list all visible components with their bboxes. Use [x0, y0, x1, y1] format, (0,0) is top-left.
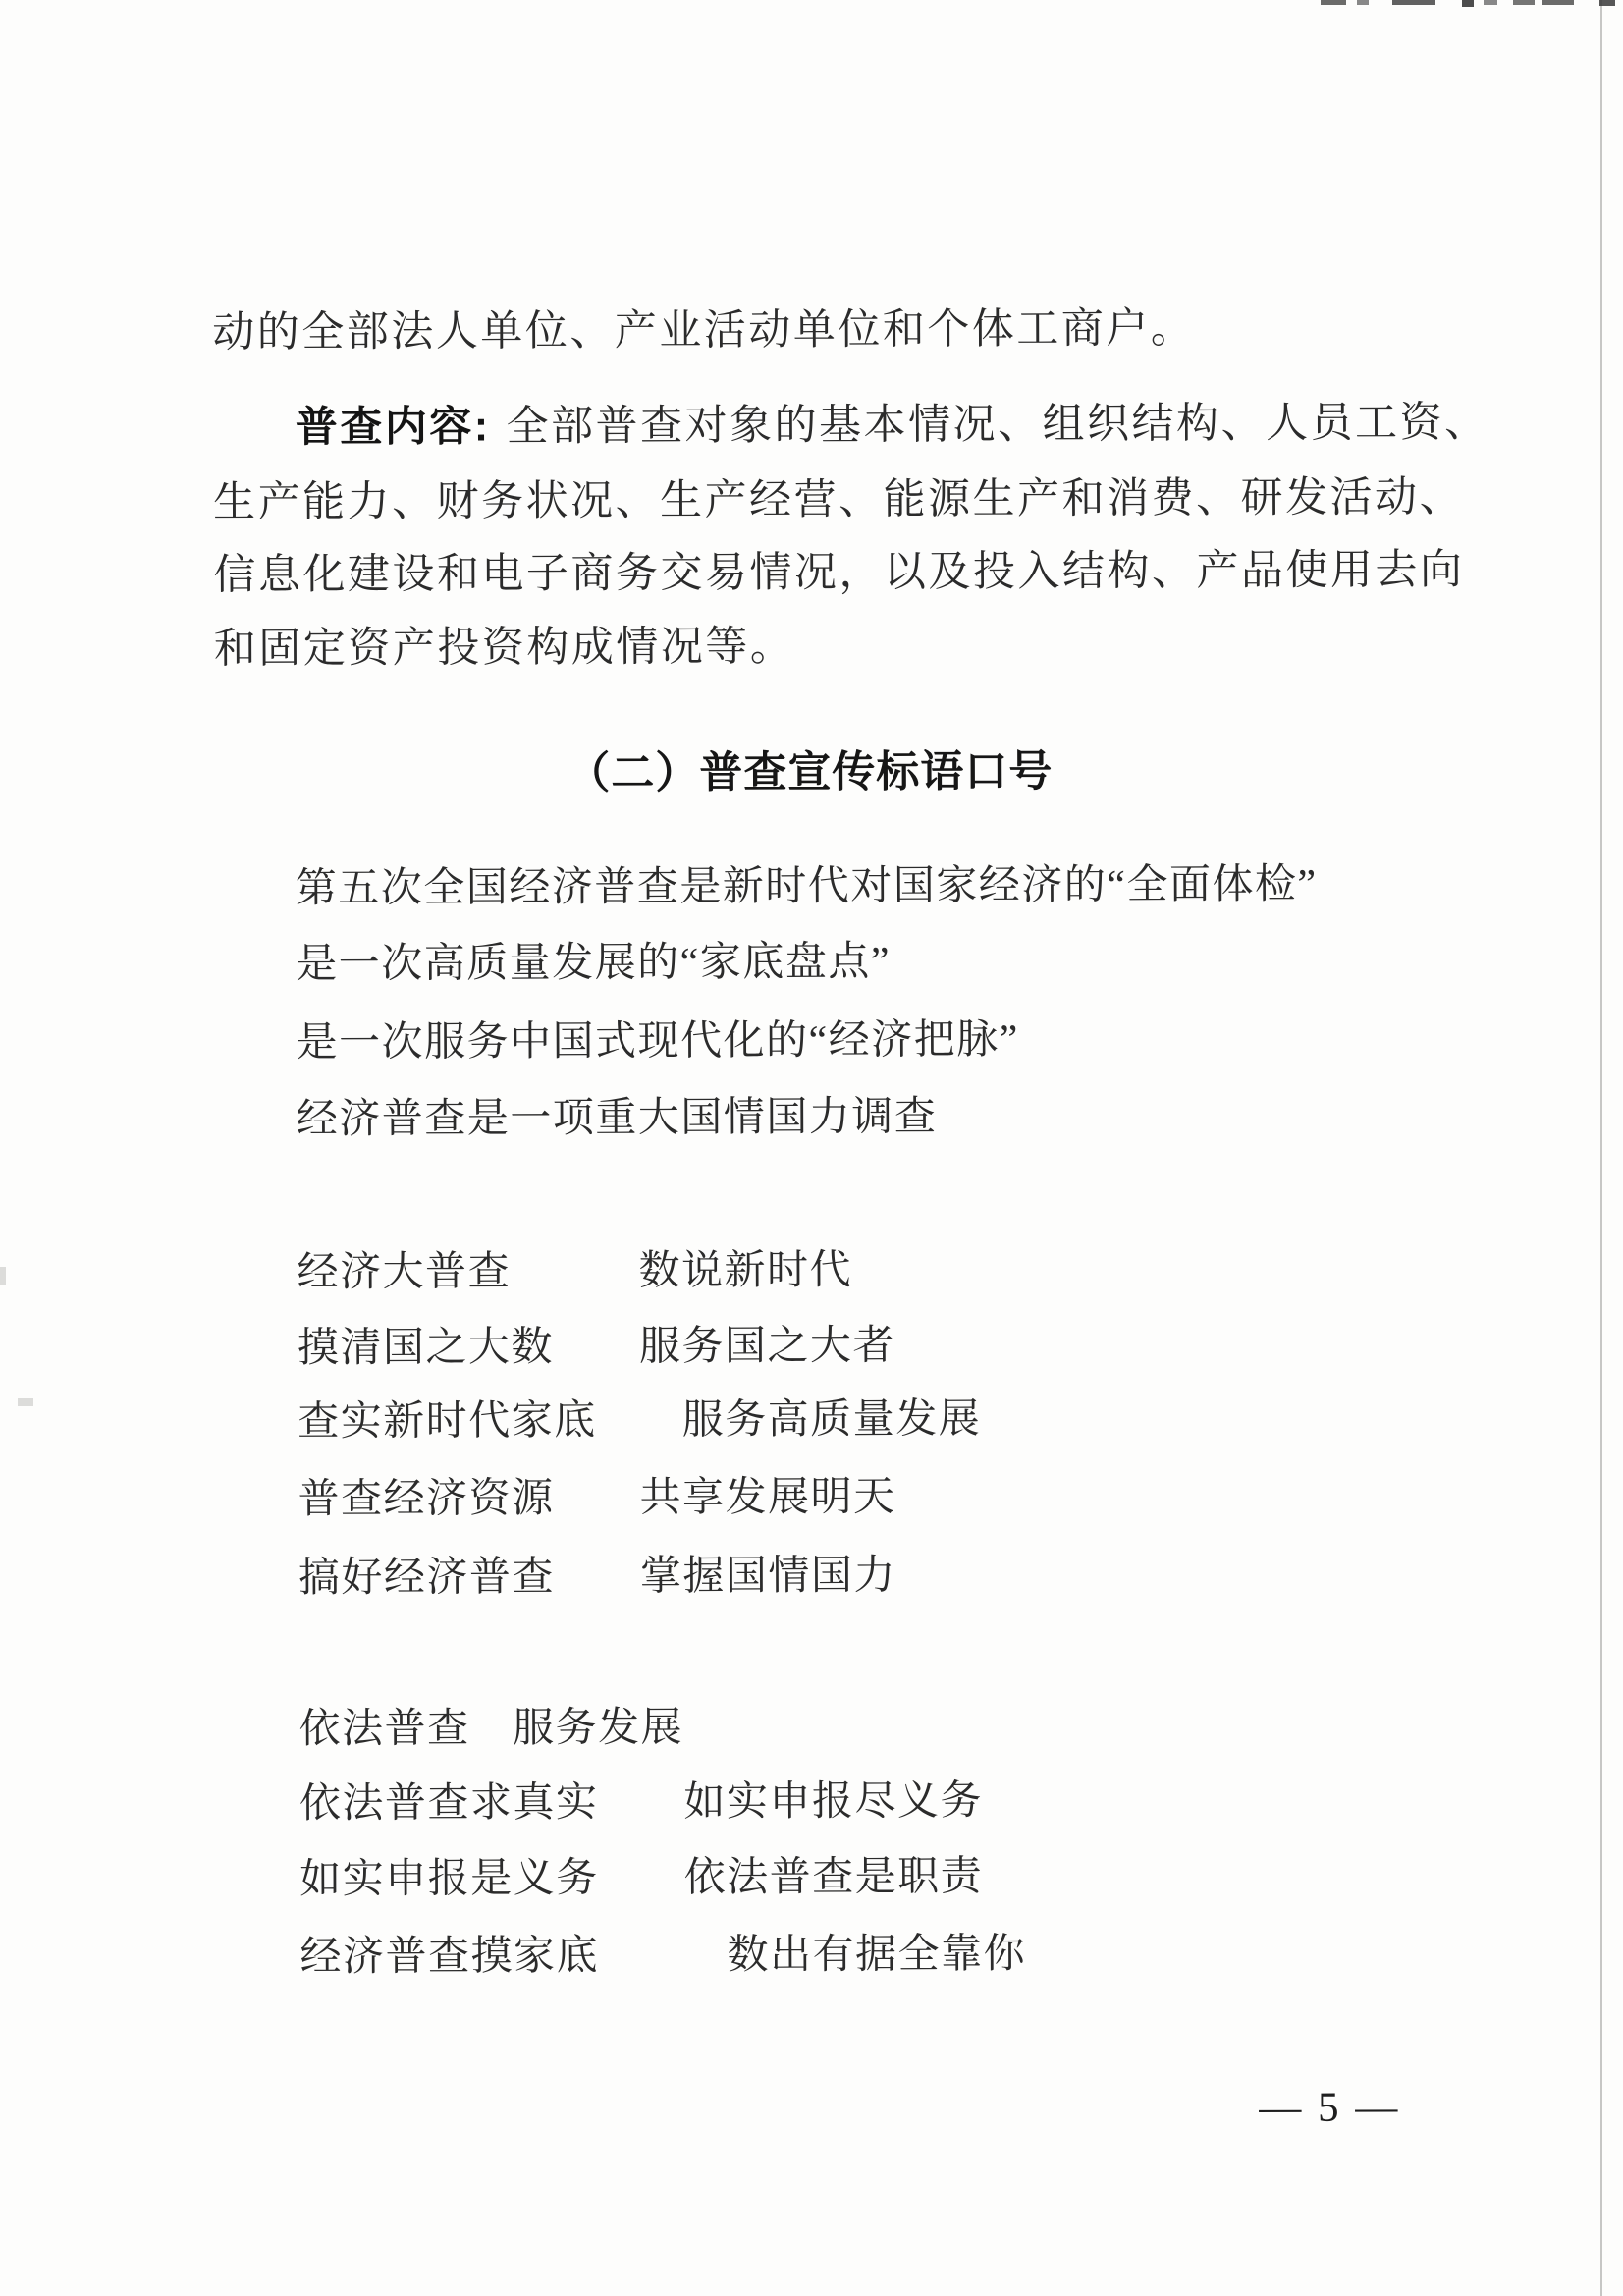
slogan-line: 如实申报是义务 依法普查是职责: [299, 1854, 984, 1903]
census-content-line-4: 和固定资产投资构成情况等。: [213, 624, 795, 673]
section-heading: （二）普查宣传标语口号: [567, 746, 1054, 798]
page-number: — 5 —: [1259, 2084, 1401, 2132]
scan-smudge: [0, 1267, 6, 1285]
paragraph-continuation-line: 动的全部法人单位、产业活动单位和个体工商户。: [212, 305, 1196, 356]
slogan-line: 依法普查求真实 如实申报尽义务: [298, 1778, 984, 1828]
slogan-line: 查实新时代家底 服务高质量发展: [298, 1396, 982, 1446]
scan-artifact-dash: [1462, 0, 1474, 7]
scan-artifact-dash: [1484, 0, 1497, 5]
scan-edge-line: [1600, 0, 1602, 2296]
scan-artifact-dash: [1321, 0, 1346, 5]
scan-artifact-dash: [1542, 0, 1574, 5]
scan-smudge: [18, 1398, 33, 1406]
census-content-line-2: 生产能力、财务状况、生产经营、能源生产和消费、研发活动、: [213, 474, 1465, 526]
scan-artifact-dash: [1357, 0, 1369, 5]
census-content-line-1: [296, 401, 1489, 450]
scan-artifact-dash: [1513, 0, 1535, 5]
slogan-line: 搞好经济普查 掌握国情国力: [298, 1553, 897, 1602]
slogan-line: 第五次全国经济普查是新时代对国家经济的“全面体检”: [295, 861, 1318, 912]
slogan-line: 依法普查 服务发展: [298, 1705, 684, 1753]
scan-artifact-dash: [1392, 0, 1435, 5]
slogan-line: 是一次服务中国式现代化的“经济把脉”: [296, 1017, 1019, 1066]
census-content-line-3: 信息化建设和电子商务交易情况，以及投入结构、产品使用去向: [213, 547, 1465, 599]
slogan-line: 经济大普查 数说新时代: [297, 1247, 853, 1296]
census-content-label: 普查内容:: [295, 403, 491, 452]
census-content-first-line-text: 全部普查对象的基本情况、组织结构、人员工资、: [506, 399, 1489, 451]
slogan-line: 摸清国之大数 服务国之大者: [297, 1323, 895, 1372]
scan-artifact-dash: [1599, 0, 1615, 6]
slogan-line: 普查经济资源 共享发展明天: [298, 1474, 896, 1523]
slogan-line: 经济普查是一项重大国情国力调查: [296, 1094, 938, 1143]
slogan-line: 经济普查摸家底 数出有据全靠你: [299, 1932, 1027, 1981]
slogan-line: 是一次高质量发展的“家底盘点”: [296, 939, 892, 988]
